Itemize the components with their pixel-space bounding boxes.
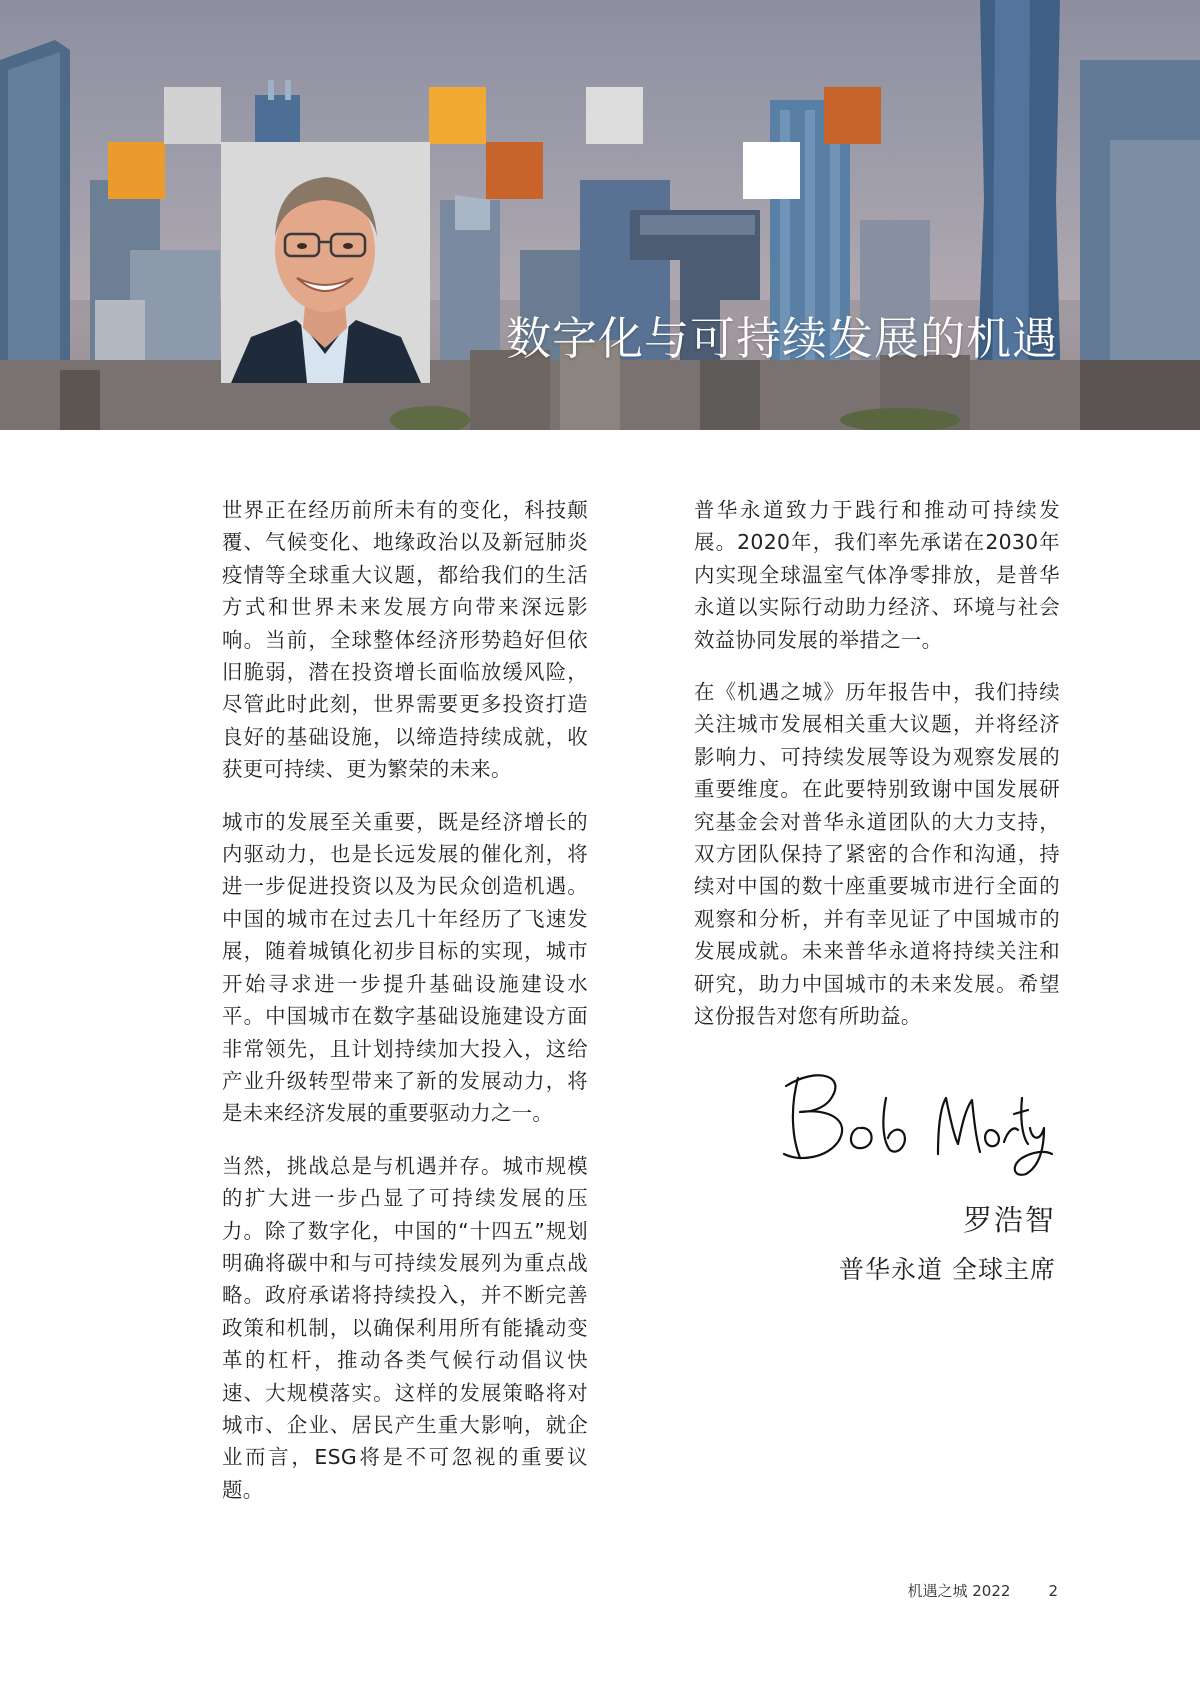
page-title: 数字化与可持续发展的机遇 [505,312,1058,365]
left-column [222,494,588,1526]
right-column [694,494,1060,1053]
paragraph-2: 城市的发展至关重要，既是经济增长的内驱动力，也是长远发展的催化剂，将进一步促进投资以及为民众创造机遇。中国的城市在过去几十年经历了飞速发展，随着城镇化初步目标的实现，城市开始寻求进一步提升基础设施建设水平。中国城市在数字基础设施建设方面非常领先，且计划持续加大投入，这给产业升级转型带来了新的发展动力，将是未来经济发展的重要驱动力之一。 [222,809,588,1126]
orange-square-2 [429,87,486,144]
grey-square-2 [586,87,643,144]
grey-square-1 [164,87,221,144]
dark-orange-square-2 [824,87,881,144]
publication-name: 机遇之城 2022 [907,1582,1011,1600]
page-footer [908,1580,1059,1601]
paragraph-1: 世界正在经历前所未有的变化，科技颠覆、气候变化、地缘政治以及新冠肺炎疫情等全球重大议题，都给我们的生活方式和世界未来发展方向带来深远影响。当前，全球整体经济形势趋好但依旧脆弱，潜在投资增长面临放缓风险，尽管此时此刻，世界需要更多投资打造良好的基础设施，以缔造持续成就，收获更可持续、更为繁荣的未来。 [222,498,588,782]
hero-banner [0,0,1200,430]
page-number: 2 [1048,1582,1058,1600]
paragraph-4: 普华永道致力于践行和推动可持续发展。2020年，我们率先承诺在2030年内实现全球温室气体净零排放，是普华永道以实际行动助力经济、环境与社会效益协同发展的举措之一。 [694,498,1060,652]
signatory-title: 普华永道 全球主席 [839,1255,1056,1284]
handwritten-signature [778,1058,1058,1178]
paragraph-3: 当然，挑战总是与机遇并存。城市规模的扩大进一步凸显了可持续发展的压力。除了数字化，中国的“十四五”规划明确将碳中和与可持续发展列为重点战略。政府承诺将持续投入，并不断完善政策和机制，以确保利用所有能撬动变革的杠杆，推动各类气候行动倡议快速、大规模落实。这样的发展策略将对城市、企业、居民产生重大影响，就企业而言，ESG将是不可忽视的重要议题。 [222,1153,588,1502]
portrait-photo [221,142,430,383]
white-square-1 [743,142,800,199]
paragraph-5: 在《机遇之城》历年报告中，我们持续关注城市发展相关重大议题，并将经济影响力、可持续发展等设为观察发展的重要维度。在此要特别致谢中国发展研究基金会对普华永道团队的大力支持，双方团队保持了紧密的合作和沟通，持续对中国的数十座重要城市进行全面的观察和分析，并有幸见证了中国城市的发展成就。未来普华永道将持续关注和研究，助力中国城市的未来发展。希望这份报告对您有所助益。 [694,680,1060,1029]
orange-square-1 [108,142,165,199]
signatory-name: 罗浩智 [962,1203,1056,1237]
dark-orange-square-1 [486,142,543,199]
